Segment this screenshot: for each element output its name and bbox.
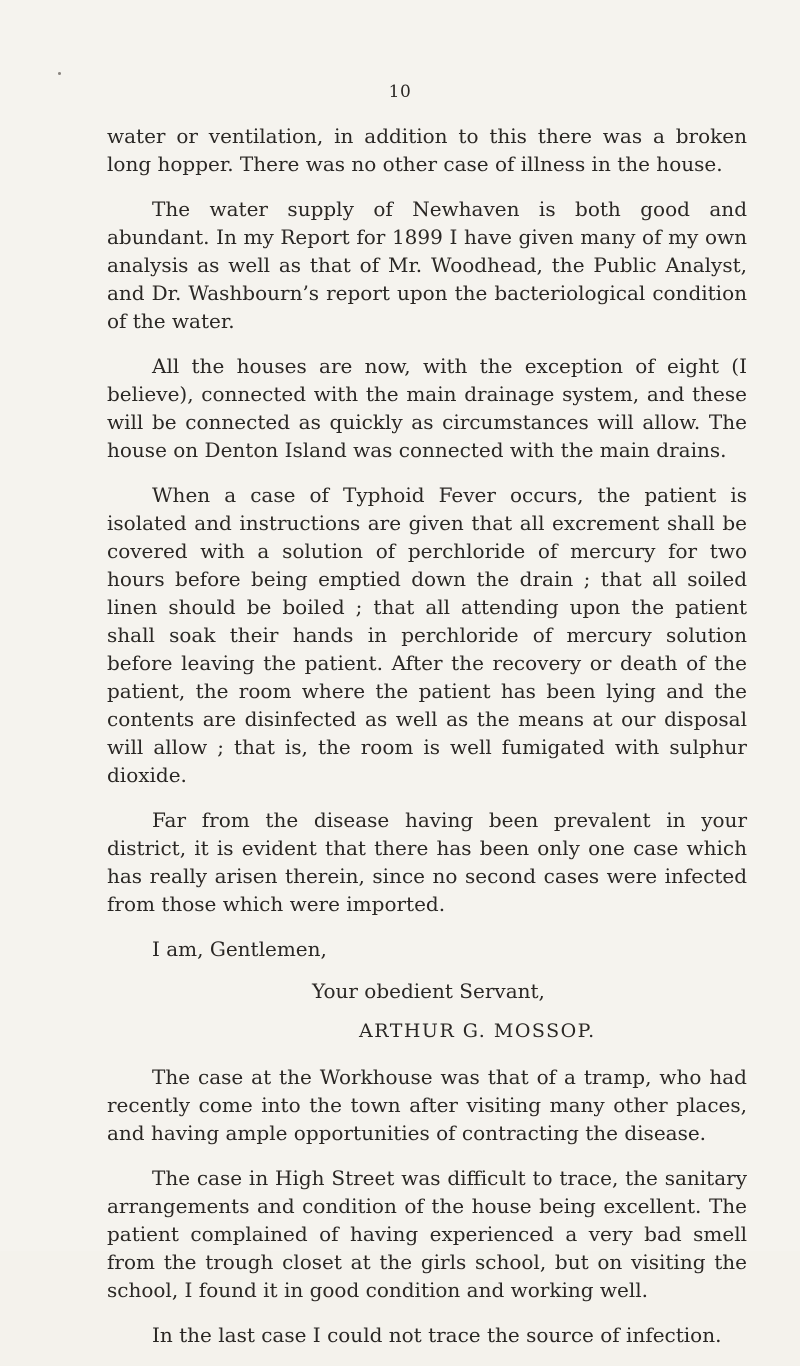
paragraph-drainage: All the houses are now, with the exception of eight (I believe), connected with the main drainage system, and these will be connected as quickly as circumstances will allow. The house on Denton Island was connected with the main drains. bbox=[107, 354, 747, 462]
valediction: Your obedient Servant, bbox=[312, 979, 545, 1003]
letter-closing bbox=[107, 935, 747, 1045]
paragraph-workhouse-case: The case at the Workhouse was that of a tramp, who had recently come into the town after visiting many other places, and having ample opportunities of contracting the disease. bbox=[107, 1065, 747, 1145]
paper-speck bbox=[58, 72, 61, 75]
paragraph-high-street-case: The case in High Street was difficult to trace, the sanitary arrangements and condition of the house being excellent. The patient complained of having experienced a very bad smell from the trough closet at the girls school, but on visiting the school, I found it in good condition and working well. bbox=[107, 1166, 747, 1302]
paragraph-typhoid-procedure: When a case of Typhoid Fever occurs, the patient is isolated and instructions are given that all excrement shall be covered with a solution of perchloride of mercury for two hours before being emptied down the drain ; that all soiled linen should be boiled ; that all attending upon the patient shall soak their hands in perchloride of mercury solution before leaving the patient. After the recovery or death of the patient, the room where the patient has been lying and the contents are disinfected as well as the means at our disposal will allow ; that is, the room is well fumigated with sulphur dioxide. bbox=[107, 483, 747, 787]
paragraph-continuation: water or ventilation, in addition to this there was a broken long hopper. There was no other case of illness in the house. bbox=[107, 124, 747, 176]
paragraph-prevalence: Far from the disease having been prevalent in your district, it is evident that there has been only one case which has really arisen therein, since no second cases were infected from those which were imported. bbox=[107, 808, 747, 916]
paragraph-last-case: In the last case I could not trace the source of infection. bbox=[152, 1323, 722, 1347]
letter-body bbox=[107, 122, 747, 1366]
page-number: 10 bbox=[388, 82, 412, 102]
signature: ARTHUR G. MOSSOP. bbox=[359, 1020, 596, 1042]
salutation: I am, Gentlemen, bbox=[152, 937, 327, 961]
paragraph-water-supply: The water supply of Newhaven is both good and abundant. In my Report for 1899 I have given many of my own analysis as well as that of Mr. Woodhead, the Public Analyst, and Dr. Washbourn’s report upon the bacteriological condition of the water. bbox=[107, 197, 747, 333]
